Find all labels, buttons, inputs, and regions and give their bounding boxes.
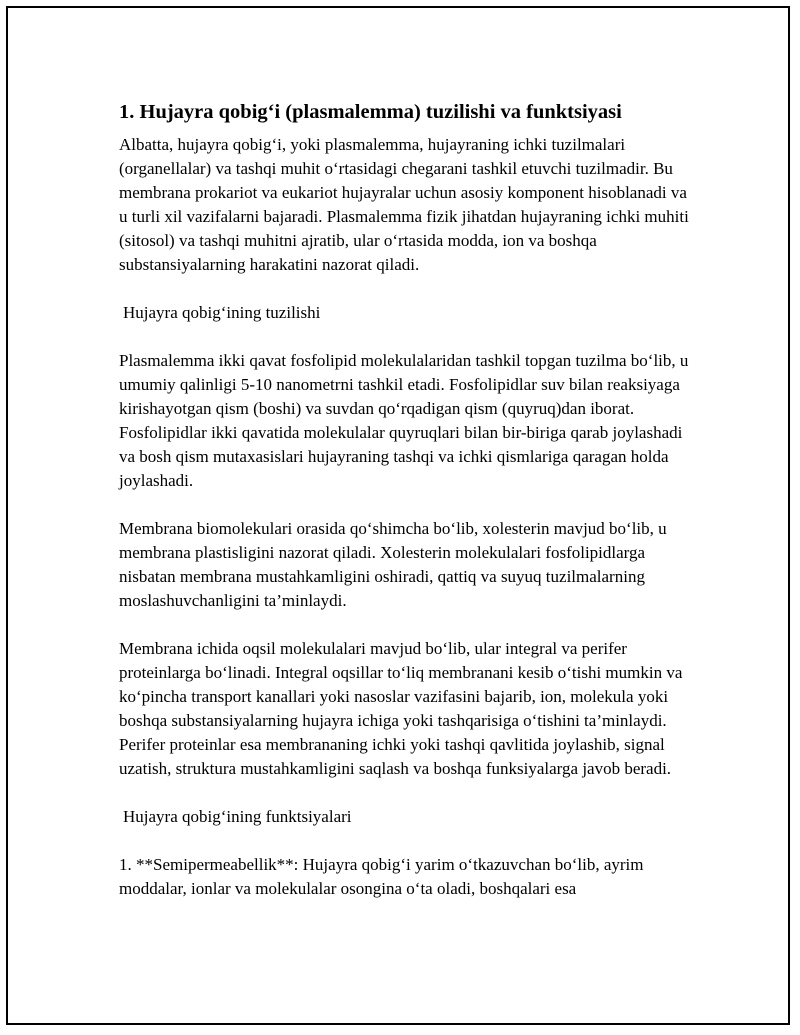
document-page [6,6,790,1025]
phospholipids-paragraph: Plasmalemma ikki qavat fosfolipid molekulalaridan tashkil topgan tuzilma bo‘lib, u umumiy qalinligi 5-10 nanometrni tashkil etadi. Fosfolipidlar suv bilan reaksiyaga kirishayotgan qism (boshi) va suvdan qo‘rqadigan qism (quyruq)dan iborat. Fosfolipidlar ikki qavatida molekulalar quyruqlari bilan bir-biriga qarab joylashadi va bosh qism mutaxasislari hujayraning tashqi va ichki qismlariga qaragan holda joylashadi. [119,351,689,490]
semipermeability-paragraph: 1. **Semipermeabellik**: Hujayra qobig‘i yarim o‘tkazuvchan bo‘lib, ayrim moddalar, ionlar va molekulalar osongina o‘ta oladi, boshqalari esa [119,855,644,898]
document-body [119,99,699,925]
functions-subheading: Hujayra qobig‘ining funktsiyalari [123,807,352,826]
intro-paragraph: Albatta, hujayra qobig‘i, yoki plasmalemma, hujayraning ichki tuzilmalari (organellalar) va tashqi muhit o‘rtasidagi chegarani tashkil etuvchi tuzilmadir. Bu membrana prokariot va eukariot hujayralar uchun asosiy komponent hisoblanadi va u turli xil vazifalarni bajaradi. Plasmalemma fizik jihatdan hujayraning ichki muhiti (sitosol) va tashqi muhitni ajratib, ular o‘rtasida modda, ion va boshqa substansiyalarning harakatini nazorat qiladi. [119,135,689,274]
structure-subheading: Hujayra qobig‘ining tuzilishi [123,303,321,322]
section-heading: 1. Hujayra qobig‘i (plasmalemma) tuzilishi va funktsiyasi [119,101,622,123]
proteins-paragraph: Membrana ichida oqsil molekulalari mavjud bo‘lib, ular integral va perifer proteinlarga bo‘linadi. Integral oqsillar to‘liq membranani kesib o‘tishi mumkin va ko‘pincha transport kanallari yoki nasoslar vazifasini bajarib, ion, molekula yoki boshqa substansiyalarning hujayra ichiga yoki tashqarisiga o‘tishini ta’minlaydi. Perifer proteinlar esa membrananing ichki yoki tashqi qavlitida joylashib, signal uzatish, struktura mustahkamligini saqlash va boshqa funksiyalarga javob beradi. [119,639,683,778]
cholesterol-paragraph: Membrana biomolekulari orasida qo‘shimcha bo‘lib, xolesterin mavjud bo‘lib, u membrana plastisligini nazorat qiladi. Xolesterin molekulalari fosfolipidlarga nisbatan membrana mustahkamligini oshiradi, qattiq va suyuq tuzilmalarning moslashuvchanligini ta’minlaydi. [119,519,667,610]
